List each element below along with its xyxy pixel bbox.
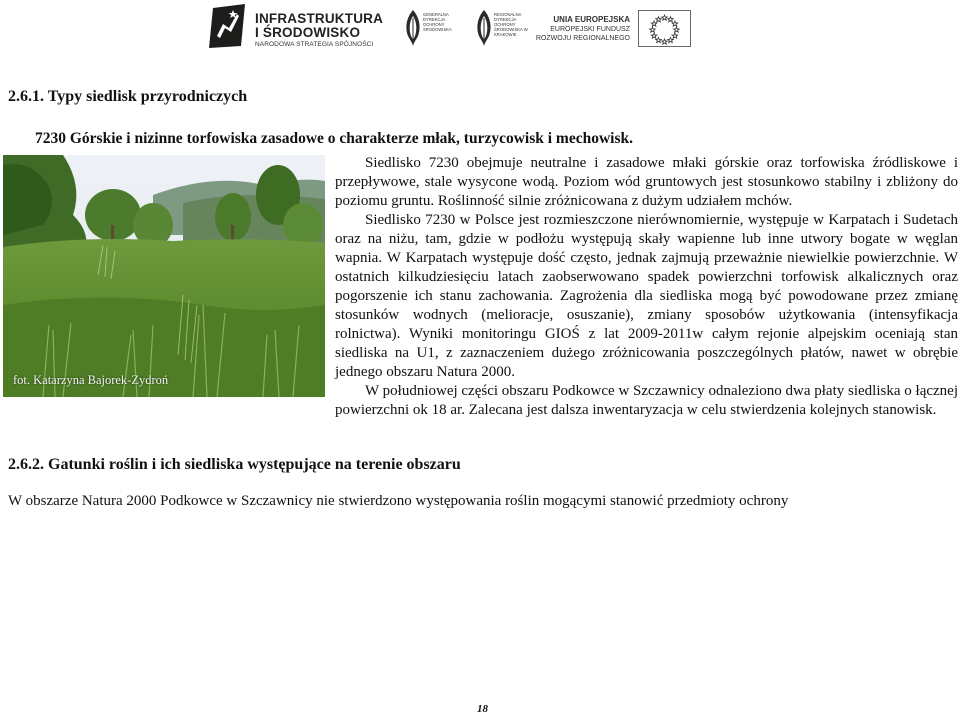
gdos-logo bbox=[404, 8, 464, 48]
habitat-description bbox=[335, 154, 958, 420]
gdos-text: GENERALNA DYREKCJA OCHRONY ŚRODOWISKA bbox=[423, 12, 452, 32]
infrastruktura-srodowisko-logo bbox=[207, 2, 384, 50]
eu-line1: UNIA EUROPEJSKA bbox=[553, 15, 630, 24]
paragraph-2: Siedlisko 7230 w Polsce jest rozmieszczone nierównomiernie, występuje w Karpatach i Sudetach oraz na niżu, tam, gdzie w podłożu występują skały wapienne lub inne utwory bogate w węglan wapnia. W Karpatach występuje dość często, jednak zajmują przeważnie niewielkie powierzchnie. W ostatnich kilkudziesięciu latach zaobserwowano spadek powierzchni torfowisk alkalicznych oraz pogorszenie ich stanu zachowania. Zagrożenia dla siedliska mogą być powodowane przez zmianę stosunków wodnych (melioracje, osuszanie), zmiany sposobów użytkowania (intensyfikacja rolnictwa). Wyniki monitoringu GIOŚ z lat 2009-2011w całym rejonie alpejskim oceniają stan siedliska na U1, z zaznaczeniem dużego zróżnicowania poszczególnych płatów, nawet w obrębie jednego obszaru Natura 2000. bbox=[335, 212, 958, 380]
eu-line3: ROZWOJU REGIONALNEGO bbox=[535, 35, 630, 42]
species-heading: 2.6.2. Gatunki roślin i ich siedliska występujące na terenie obszaru bbox=[8, 456, 461, 473]
program-name-line2: I ŚRODOWISKO bbox=[255, 25, 361, 40]
meadow-photo-image bbox=[3, 155, 325, 397]
paragraph-3: W południowej części obszaru Podkowce w Szczawnicy odnaleziono dwa płaty siedliska o łącznej powierzchni ok 18 ar. Zalecana jest dalsza inwentaryzacja w celu stwierdzenia kolejnych stanowisk. bbox=[335, 383, 958, 418]
nss-emblem-icon bbox=[207, 2, 251, 50]
eu-fund-text bbox=[520, 15, 630, 43]
photo-credit: fot. Katarzyna Bajorek-Zydroń bbox=[13, 373, 169, 387]
eu-flag-icon bbox=[638, 10, 691, 47]
page-number: 18 bbox=[477, 703, 488, 715]
section-heading: 2.6.1. Typy siedlisk przyrodniczych bbox=[8, 88, 248, 105]
leaf-icon bbox=[475, 8, 493, 48]
page-header bbox=[0, 0, 960, 56]
species-statement: W obszarze Natura 2000 Podkowce w Szczawnicy nie stwierdzono występowania roślin mogącymi stanowić przedmioty ochrony bbox=[8, 493, 789, 509]
rdos-text: REGIONALNA DYREKCJA OCHRONY ŚRODOWISKA W KRAKOWIE bbox=[494, 12, 528, 37]
paragraph-1: Siedlisko 7230 obejmuje neutralne i zasadowe młaki górskie oraz torfowiska źródliskowe i przepływowe, stale wysycone wodą. Poziom wód gruntowych jest stosunkowo stabilny i zbliżony do poziomu gruntu. Roślinność silnie zróżnicowana z dużym udziałem mchów. bbox=[335, 155, 958, 209]
program-tagline: NARODOWA STRATEGIA SPÓJNOŚCI bbox=[255, 41, 374, 48]
eu-line2: EUROPEJSKI FUNDUSZ bbox=[550, 26, 630, 33]
habitat-heading: 7230 Górskie i nizinne torfowiska zasadowe o charakterze młak, turzycowisk i mechowisk. bbox=[35, 130, 633, 147]
leaf-icon bbox=[404, 8, 422, 48]
program-name-line1: INFRASTRUKTURA bbox=[255, 11, 384, 26]
habitat-photo bbox=[3, 155, 325, 397]
